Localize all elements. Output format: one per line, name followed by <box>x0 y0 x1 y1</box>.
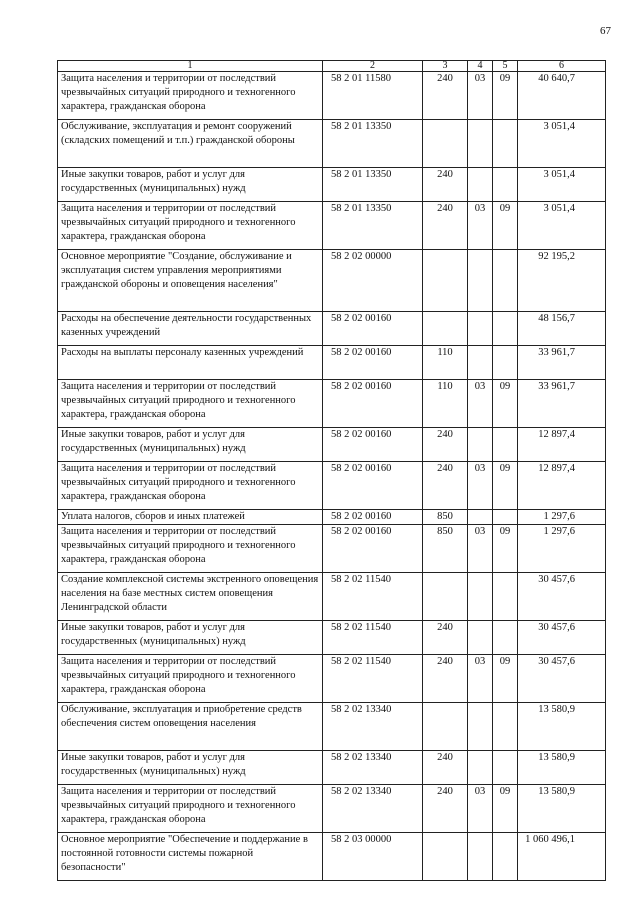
row-name: Иные закупки товаров, работ и услуг для государственных (муниципальных) нужд <box>58 751 323 785</box>
row-rz: 03 <box>468 785 493 833</box>
row-name: Защита населения и территории от последствий чрезвычайных ситуаций природного и техногенного характера, гражданская оборона <box>58 462 323 510</box>
row-name: Защита населения и территории от последствий чрезвычайных ситуаций природного и техногенного характера, гражданская оборона <box>58 380 323 428</box>
header-col-2: 2 <box>323 61 423 72</box>
table-row <box>58 621 606 655</box>
row-rz <box>468 621 493 655</box>
row-pr: 09 <box>493 72 518 120</box>
table-row <box>58 250 606 312</box>
row-rz: 03 <box>468 525 493 573</box>
table-row <box>58 510 606 525</box>
table-row <box>58 72 606 120</box>
row-rz <box>468 751 493 785</box>
row-name: Защита населения и территории от последствий чрезвычайных ситуаций природного и техногенного характера, гражданская оборона <box>58 202 323 250</box>
budget-table-container <box>57 60 605 881</box>
row-sum: 3 051,4 <box>518 202 606 250</box>
row-sum: 33 961,7 <box>518 346 606 380</box>
row-code: 58 2 01 13350 <box>323 168 423 202</box>
row-rz <box>468 510 493 525</box>
row-vr: 240 <box>423 621 468 655</box>
row-rz: 03 <box>468 380 493 428</box>
header-col-5: 5 <box>493 61 518 72</box>
row-name: Основное мероприятие "Обеспечение и поддержание в постоянной готовности системы пожарной безопасности" <box>58 833 323 881</box>
row-name: Обслуживание, эксплуатация и приобретение средств обеспечения систем оповещения населения <box>58 703 323 751</box>
row-name: Иные закупки товаров, работ и услуг для государственных (муниципальных) нужд <box>58 621 323 655</box>
table-row <box>58 428 606 462</box>
row-sum: 13 580,9 <box>518 751 606 785</box>
page-number: 67 <box>600 25 611 37</box>
row-name: Защита населения и территории от последствий чрезвычайных ситуаций природного и техногенного характера, гражданская оборона <box>58 525 323 573</box>
row-name: Расходы на обеспечение деятельности государственных казенных учреждений <box>58 312 323 346</box>
row-vr: 240 <box>423 462 468 510</box>
row-rz <box>468 428 493 462</box>
row-pr <box>493 346 518 380</box>
row-sum: 1 060 496,1 <box>518 833 606 881</box>
header-col-3: 3 <box>423 61 468 72</box>
row-pr: 09 <box>493 655 518 703</box>
row-name: Создание комплексной системы экстренного оповещения населения на базе местных систем оповещения Ленинградской области <box>58 573 323 621</box>
row-code: 58 2 02 00160 <box>323 462 423 510</box>
row-name: Защита населения и территории от последствий чрезвычайных ситуаций природного и техногенного характера, гражданская оборона <box>58 785 323 833</box>
header-col-4: 4 <box>468 61 493 72</box>
row-vr: 110 <box>423 346 468 380</box>
row-code: 58 2 02 11540 <box>323 621 423 655</box>
row-pr <box>493 573 518 621</box>
row-pr <box>493 428 518 462</box>
table-row <box>58 346 606 380</box>
row-name: Основное мероприятие "Создание, обслуживание и эксплуатация систем управления мероприятиями гражданской обороны и оповещения населения" <box>58 250 323 312</box>
row-vr: 850 <box>423 525 468 573</box>
row-code: 58 2 02 00160 <box>323 510 423 525</box>
header-row <box>58 61 606 72</box>
row-code: 58 2 02 00160 <box>323 428 423 462</box>
row-name: Обслуживание, эксплуатация и ремонт сооружений (складских помещений и т.п.) гражданской обороны <box>58 120 323 168</box>
row-name: Защита населения и территории от последствий чрезвычайных ситуаций природного и техногенного характера, гражданская оборона <box>58 72 323 120</box>
row-sum: 13 580,9 <box>518 703 606 751</box>
table-row <box>58 202 606 250</box>
row-rz <box>468 703 493 751</box>
row-code: 58 2 02 11540 <box>323 655 423 703</box>
budget-table <box>57 60 606 881</box>
row-sum: 30 457,6 <box>518 655 606 703</box>
table-row <box>58 525 606 573</box>
row-rz <box>468 573 493 621</box>
row-sum: 1 297,6 <box>518 525 606 573</box>
row-vr <box>423 312 468 346</box>
table-row <box>58 751 606 785</box>
row-vr: 240 <box>423 72 468 120</box>
row-vr <box>423 573 468 621</box>
row-sum: 30 457,6 <box>518 573 606 621</box>
row-pr <box>493 120 518 168</box>
row-rz <box>468 120 493 168</box>
row-rz: 03 <box>468 72 493 120</box>
table-row <box>58 380 606 428</box>
table-row <box>58 120 606 168</box>
table-row <box>58 785 606 833</box>
row-rz <box>468 250 493 312</box>
row-rz: 03 <box>468 202 493 250</box>
row-vr <box>423 833 468 881</box>
row-rz <box>468 312 493 346</box>
header-col-6: 6 <box>518 61 606 72</box>
row-vr: 240 <box>423 428 468 462</box>
table-row <box>58 573 606 621</box>
row-sum: 33 961,7 <box>518 380 606 428</box>
row-code: 58 2 02 11540 <box>323 573 423 621</box>
row-vr: 240 <box>423 785 468 833</box>
table-row <box>58 312 606 346</box>
row-code: 58 2 03 00000 <box>323 833 423 881</box>
row-sum: 48 156,7 <box>518 312 606 346</box>
row-rz <box>468 168 493 202</box>
row-pr <box>493 703 518 751</box>
row-sum: 12 897,4 <box>518 428 606 462</box>
row-sum: 12 897,4 <box>518 462 606 510</box>
row-vr: 240 <box>423 202 468 250</box>
row-code: 58 2 01 11580 <box>323 72 423 120</box>
row-code: 58 2 02 00160 <box>323 312 423 346</box>
row-code: 58 2 01 13350 <box>323 120 423 168</box>
row-code: 58 2 01 13350 <box>323 202 423 250</box>
row-sum: 92 195,2 <box>518 250 606 312</box>
row-vr <box>423 120 468 168</box>
row-name: Уплата налогов, сборов и иных платежей <box>58 510 323 525</box>
row-rz <box>468 833 493 881</box>
row-rz: 03 <box>468 462 493 510</box>
row-code: 58 2 02 13340 <box>323 751 423 785</box>
row-name: Расходы на выплаты персоналу казенных учреждений <box>58 346 323 380</box>
row-vr: 240 <box>423 751 468 785</box>
row-code: 58 2 02 13340 <box>323 703 423 751</box>
table-row <box>58 833 606 881</box>
row-code: 58 2 02 00160 <box>323 525 423 573</box>
row-sum: 3 051,4 <box>518 120 606 168</box>
row-pr: 09 <box>493 380 518 428</box>
row-vr: 240 <box>423 655 468 703</box>
table-row <box>58 168 606 202</box>
row-sum: 13 580,9 <box>518 785 606 833</box>
row-vr <box>423 703 468 751</box>
row-pr <box>493 168 518 202</box>
row-vr: 240 <box>423 168 468 202</box>
table-row <box>58 655 606 703</box>
row-pr <box>493 250 518 312</box>
row-vr: 110 <box>423 380 468 428</box>
row-pr: 09 <box>493 785 518 833</box>
row-sum: 3 051,4 <box>518 168 606 202</box>
row-name: Иные закупки товаров, работ и услуг для государственных (муниципальных) нужд <box>58 428 323 462</box>
table-row <box>58 462 606 510</box>
row-sum: 30 457,6 <box>518 621 606 655</box>
row-code: 58 2 02 00000 <box>323 250 423 312</box>
header-col-1: 1 <box>58 61 323 72</box>
row-rz <box>468 346 493 380</box>
row-code: 58 2 02 00160 <box>323 380 423 428</box>
row-pr <box>493 621 518 655</box>
row-pr: 09 <box>493 462 518 510</box>
row-pr <box>493 312 518 346</box>
row-vr: 850 <box>423 510 468 525</box>
row-vr <box>423 250 468 312</box>
row-pr <box>493 510 518 525</box>
row-rz: 03 <box>468 655 493 703</box>
table-row <box>58 703 606 751</box>
row-pr: 09 <box>493 525 518 573</box>
row-name: Защита населения и территории от последствий чрезвычайных ситуаций природного и техногенного характера, гражданская оборона <box>58 655 323 703</box>
row-pr: 09 <box>493 202 518 250</box>
row-name: Иные закупки товаров, работ и услуг для государственных (муниципальных) нужд <box>58 168 323 202</box>
row-code: 58 2 02 00160 <box>323 346 423 380</box>
row-sum: 1 297,6 <box>518 510 606 525</box>
row-pr <box>493 833 518 881</box>
row-pr <box>493 751 518 785</box>
row-code: 58 2 02 13340 <box>323 785 423 833</box>
row-sum: 40 640,7 <box>518 72 606 120</box>
